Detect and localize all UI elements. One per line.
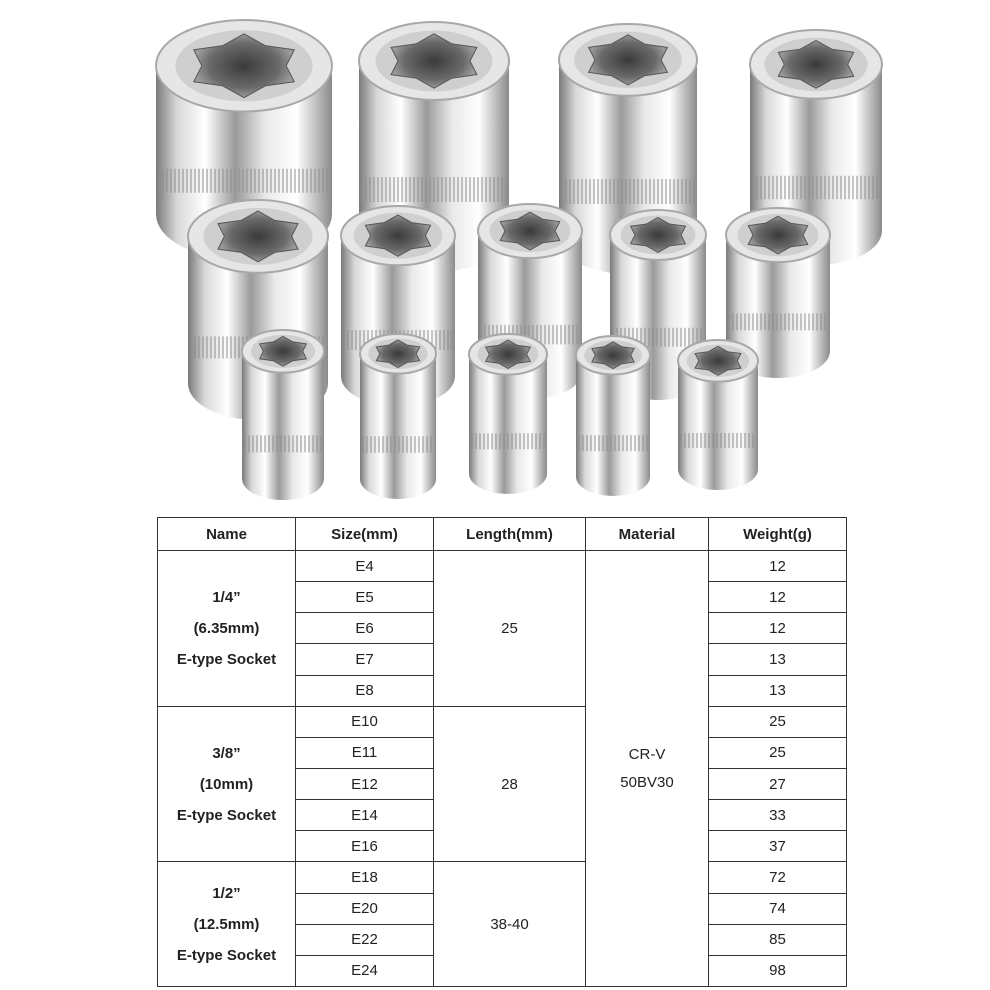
length-cell: 28 [434, 706, 586, 862]
weight-cell: 74 [709, 893, 847, 924]
length-cell: 38-40 [434, 862, 586, 987]
weight-cell: 12 [709, 582, 847, 613]
weight-cell: 13 [709, 644, 847, 675]
size-cell: E20 [296, 893, 434, 924]
socket-icon [469, 334, 547, 494]
size-cell: E22 [296, 924, 434, 955]
table-row [158, 551, 847, 582]
size-cell: E14 [296, 800, 434, 831]
socket-icon [678, 340, 758, 490]
size-cell: E18 [296, 862, 434, 893]
size-cell: E7 [296, 644, 434, 675]
size-cell: E11 [296, 737, 434, 768]
size-cell: E24 [296, 955, 434, 986]
size-cell: E4 [296, 551, 434, 582]
size-cell: E8 [296, 675, 434, 706]
size-cell: E6 [296, 613, 434, 644]
weight-cell: 12 [709, 613, 847, 644]
weight-cell: 33 [709, 800, 847, 831]
table-row [158, 862, 847, 893]
size-cell: E10 [296, 706, 434, 737]
socket-icon [242, 330, 324, 500]
weight-cell: 12 [709, 551, 847, 582]
socket-icon [360, 334, 436, 499]
spec-table [157, 517, 847, 987]
group-name-3-8: 3/8” (10mm) E-type Socket [158, 706, 296, 862]
header-name: Name [158, 518, 296, 551]
weight-cell: 85 [709, 924, 847, 955]
weight-cell: 25 [709, 706, 847, 737]
weight-cell: 27 [709, 768, 847, 799]
size-cell: E16 [296, 831, 434, 862]
group-name-1-4: 1/4” (6.35mm) E-type Socket [158, 551, 296, 707]
socket-icon [576, 336, 650, 496]
group-name-1-2: 1/2” (12.5mm) E-type Socket [158, 862, 296, 987]
size-cell: E5 [296, 582, 434, 613]
table-row [158, 706, 847, 737]
length-cell: 25 [434, 551, 586, 707]
header-row [158, 518, 847, 551]
weight-cell: 72 [709, 862, 847, 893]
weight-cell: 13 [709, 675, 847, 706]
header-length: Length(mm) [434, 518, 586, 551]
material-cell: CR-V 50BV30 [586, 551, 709, 987]
header-weight: Weight(g) [709, 518, 847, 551]
weight-cell: 98 [709, 955, 847, 986]
weight-cell: 25 [709, 737, 847, 768]
weight-cell: 37 [709, 831, 847, 862]
size-cell: E12 [296, 768, 434, 799]
header-material: Material [586, 518, 709, 551]
header-size: Size(mm) [296, 518, 434, 551]
